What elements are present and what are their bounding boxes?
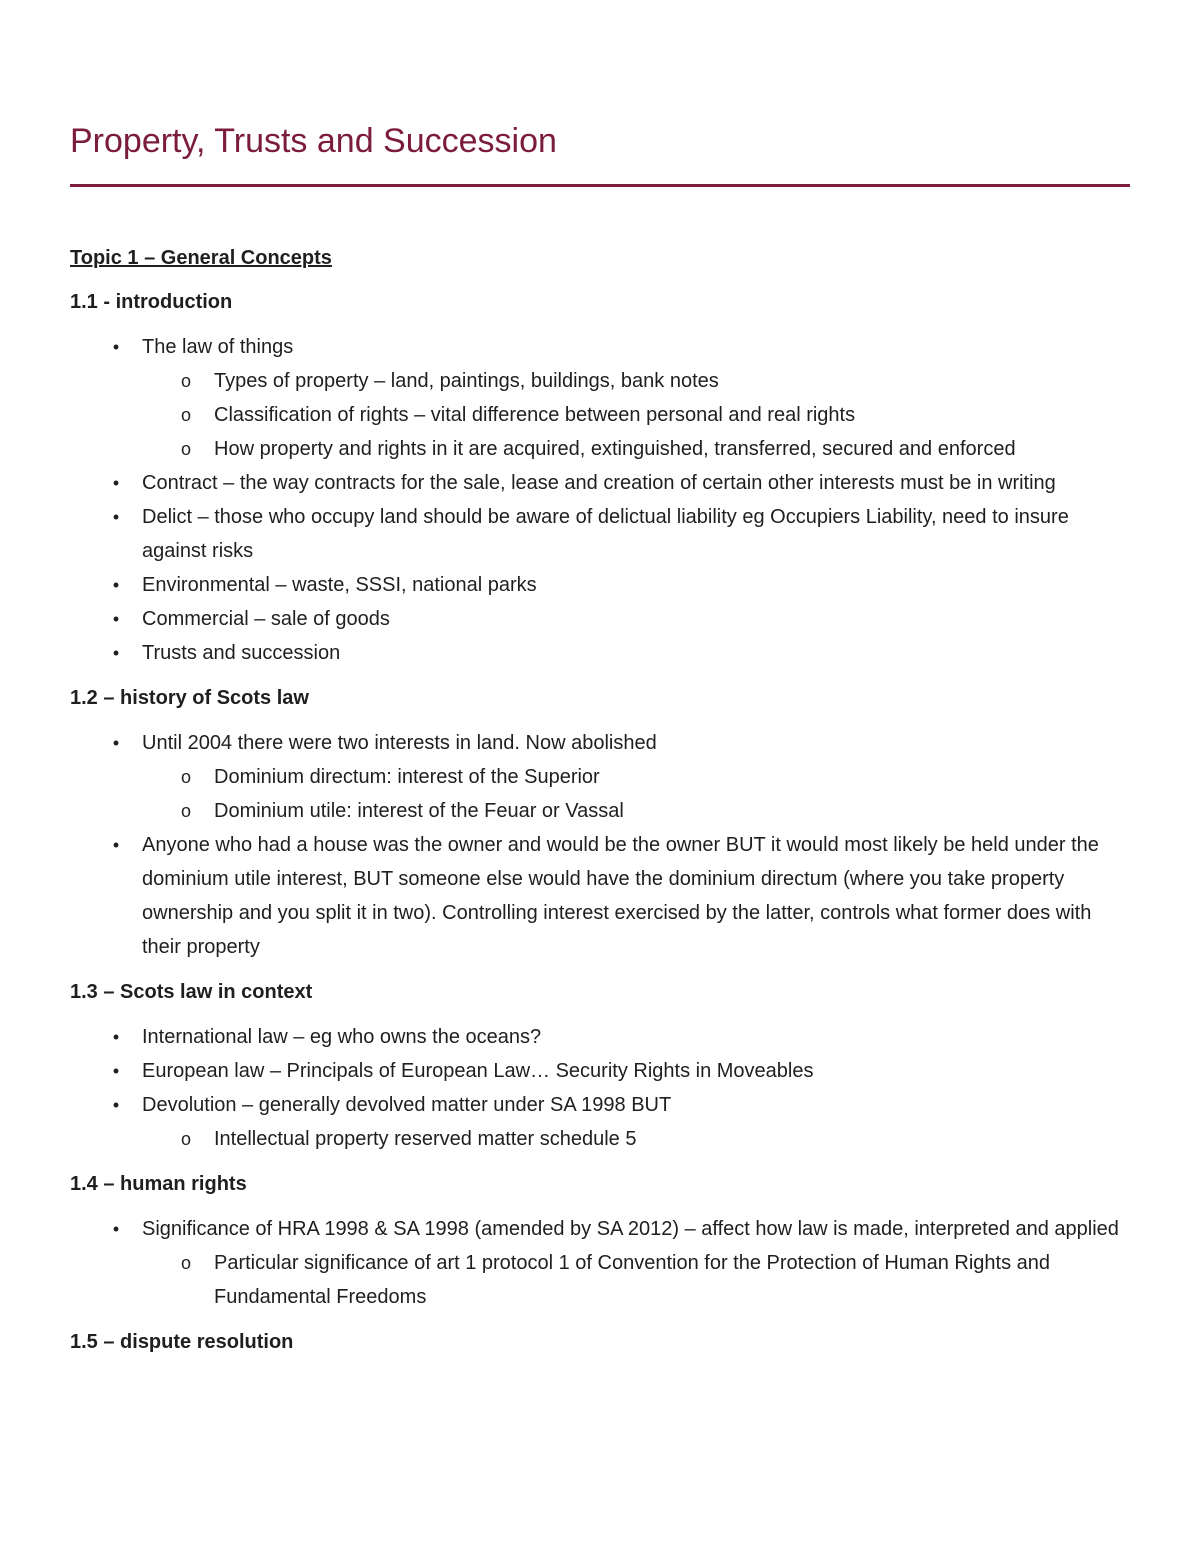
list-item-text: Anyone who had a house was the owner and would be the owner BUT it would most likely be held under the dominium utile interest, BUT someone else would have the dominium directum (where you take property ownership and you split it in two). Controlling interest exercised by the latter, controls what former does with their property xyxy=(142,834,1099,958)
sub-list-item-text: Classification of rights – vital difference between personal and real rights xyxy=(214,404,856,426)
sub-list-item xyxy=(142,1246,1130,1314)
sub-list-item-text: Dominium directum: interest of the Superior xyxy=(214,766,600,788)
bullet-list xyxy=(70,1020,1130,1156)
list-item xyxy=(70,1020,1130,1054)
bullet-list xyxy=(70,726,1130,964)
sub-list-item-text: Intellectual property reserved matter schedule 5 xyxy=(214,1128,637,1150)
sub-bullet-list xyxy=(142,364,1130,466)
hollow-bullet-icon: o xyxy=(180,371,191,391)
topic-heading: Topic 1 – General Concepts xyxy=(70,247,332,269)
section-heading: 1.2 – history of Scots law xyxy=(70,687,309,709)
document-title: Property, Trusts and Succession xyxy=(70,122,557,160)
list-item xyxy=(70,1054,1130,1088)
sub-list-item xyxy=(142,794,1130,828)
section-heading: 1.5 – dispute resolution xyxy=(70,1331,294,1353)
bullet-icon: • xyxy=(112,507,120,527)
bullet-list xyxy=(70,330,1130,670)
sub-list-item-text: Dominium utile: interest of the Feuar or Vassal xyxy=(214,800,624,822)
sub-list-item xyxy=(142,760,1130,794)
list-item xyxy=(70,828,1130,964)
hollow-bullet-icon: o xyxy=(180,767,191,787)
list-item xyxy=(70,636,1130,670)
bullet-icon: • xyxy=(112,1095,120,1115)
list-item xyxy=(70,568,1130,602)
sub-list-item-text: Types of property – land, paintings, buildings, bank notes xyxy=(214,370,719,392)
list-item xyxy=(70,1088,1130,1156)
list-item-text: Delict – those who occupy land should be aware of delictual liability eg Occupiers Liability, need to insure against risks xyxy=(142,506,1069,562)
sub-list-item xyxy=(142,432,1130,466)
bullet-icon: • xyxy=(112,643,120,663)
list-item-text: Devolution – generally devolved matter under SA 1998 BUT xyxy=(142,1094,672,1116)
sub-list-item xyxy=(142,364,1130,398)
list-item-text: Environmental – waste, SSSI, national parks xyxy=(142,574,537,596)
title-underline-rule xyxy=(70,184,1130,187)
bullet-icon: • xyxy=(112,1219,120,1239)
section-heading: 1.4 – human rights xyxy=(70,1173,247,1195)
list-item-text: Significance of HRA 1998 & SA 1998 (amended by SA 2012) – affect how law is made, interpreted and applied xyxy=(142,1218,1119,1240)
hollow-bullet-icon: o xyxy=(180,1129,191,1149)
list-item-text: Commercial – sale of goods xyxy=(142,608,390,630)
list-item xyxy=(70,500,1130,568)
sub-list-item-text: Particular significance of art 1 protocol 1 of Convention for the Protection of Human Rights and Fundamental Freedoms xyxy=(214,1252,1051,1308)
sub-list-item xyxy=(142,1122,1130,1156)
list-item-text: The law of things xyxy=(142,336,294,358)
hollow-bullet-icon: o xyxy=(180,405,191,425)
bullet-icon: • xyxy=(112,575,120,595)
list-item xyxy=(70,602,1130,636)
bullet-icon: • xyxy=(112,1061,120,1081)
hollow-bullet-icon: o xyxy=(180,1253,191,1273)
section-heading: 1.3 – Scots law in context xyxy=(70,981,313,1003)
sub-bullet-list xyxy=(142,760,1130,828)
document-body xyxy=(70,242,1130,1370)
bullet-icon: • xyxy=(112,835,120,855)
list-item-text: Until 2004 there were two interests in land. Now abolished xyxy=(142,732,657,754)
bullet-icon: • xyxy=(112,733,120,753)
sub-list-item-text: How property and rights in it are acquired, extinguished, transferred, secured and enforced xyxy=(214,438,1016,460)
list-item xyxy=(70,726,1130,828)
sub-list-item xyxy=(142,398,1130,432)
list-item-text: Contract – the way contracts for the sale, lease and creation of certain other interests must be in writing xyxy=(142,472,1056,494)
hollow-bullet-icon: o xyxy=(180,439,191,459)
list-item-text: Trusts and succession xyxy=(142,642,341,664)
sub-bullet-list xyxy=(142,1246,1130,1314)
bullet-icon: • xyxy=(112,337,120,357)
list-item-text: International law – eg who owns the oceans? xyxy=(142,1026,542,1048)
bullet-list xyxy=(70,1212,1130,1314)
sub-bullet-list xyxy=(142,1122,1130,1156)
bullet-icon: • xyxy=(112,1027,120,1047)
list-item xyxy=(70,330,1130,466)
list-item xyxy=(70,1212,1130,1314)
section-heading: 1.1 - introduction xyxy=(70,291,233,313)
bullet-icon: • xyxy=(112,473,120,493)
hollow-bullet-icon: o xyxy=(180,801,191,821)
list-item xyxy=(70,466,1130,500)
bullet-icon: • xyxy=(112,609,120,629)
list-item-text: European law – Principals of European Law… Security Rights in Moveables xyxy=(142,1060,814,1082)
